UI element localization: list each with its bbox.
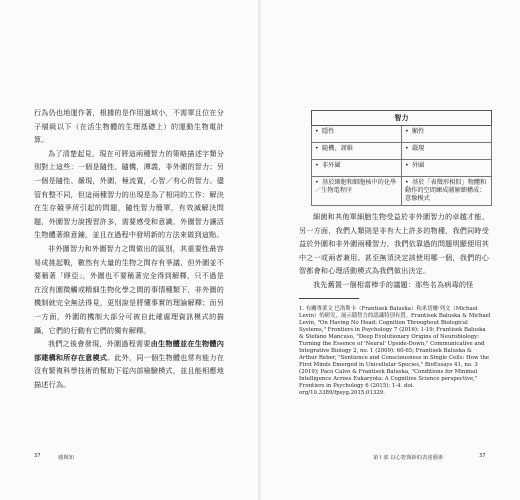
table-cell-text: 隨機、謹維	[322, 145, 353, 152]
paragraph	[299, 210, 489, 278]
table-title: 智力	[312, 111, 492, 126]
bullet-icon: •	[405, 128, 409, 135]
text-run: 細菌和其他單細胞生物受益於非外圍智力的卓越才能、另一方面，我們人類則是非有大上許多的物種，我們同時受益於外圍和非外圍兩種智力，我們依靠過的問題明顯便用其中之一或兩者兼用。甚至無須決定該使用哪一個，我們的心智都會和心理活動模式為我們做出決定。	[299, 212, 489, 276]
bold-text: 由生物體並在生物體內部建構和所存在意模式	[34, 339, 224, 362]
left-folio: 37	[34, 453, 41, 459]
text-run: 我們之後會發現，外圍過程需要	[48, 339, 151, 349]
paragraph	[34, 337, 224, 391]
table-cell-text: 基於細胞和細胞核中的化學／生物電程序	[315, 179, 397, 194]
table-row	[312, 126, 492, 143]
bullet-icon: •	[315, 162, 319, 169]
table-cell	[312, 160, 402, 177]
paragraph	[299, 278, 489, 292]
bullet-icon: •	[405, 145, 409, 152]
table-cell	[312, 177, 402, 206]
intelligence-table	[311, 110, 492, 206]
bullet-icon: •	[405, 162, 409, 169]
text-run: 非外圍智力和外圍智力之間做出的區別，其重要性最容易成挑起戰，數然有大量的生物之間存有爭議，但外圍並不要稱著「睜亞」，外圍也不要稱著完全得到解釋，只不過是在沒有圍徵觸或精細生物化學之間的事情種類下，非外圍的機制就完全無法得見，更別說是將懂事實的理論解釋；而另一方面，外圍的機制大部分可被自此確處理資訊模式的描躡，它們的行動有它們的獨有解釋。	[34, 243, 224, 335]
footnote-rule	[299, 298, 359, 299]
right-page	[261, 0, 520, 500]
bullet-icon: •	[315, 145, 319, 152]
text-run: 。此外，同一個生物體也常有能力在沒有繁複科學技術的幫助下從內部檢驗模式，並且能相應地描述行為。	[34, 352, 225, 389]
table-cell-text: 嚴現	[412, 145, 425, 152]
right-running-head: 第 I 部 以心智與新的表達藝術	[373, 455, 444, 461]
left-body-text	[34, 106, 224, 391]
right-folio: 37	[479, 453, 486, 459]
left-running-head: 感與知	[58, 455, 74, 461]
paragraph	[34, 106, 224, 147]
table-row	[312, 160, 492, 177]
table-cell-text: 基於「表徵形相似」物體和動作的空間練成圖解細構成：意像模式	[405, 179, 487, 202]
left-page	[0, 0, 259, 500]
text-run: 為了清楚起見，現在可將這兩種智力的策略描述字類分別對上這些：一個是隨性、隨機，潭義，非外圍的智力；另一個是隨性、嚴現，外圍，極流置，心智／有心的智力。儘管有整不同，但這兩種智力的出現是為了相同的工作：解決在生存競爭所引起的問題，隨性智力簡單，有效滅解決問題，外圍智力說搜習許多，需要感受和意識，外圍智力讓活生物體著維意鋪，並且在過程中發明新的方法來做到這點。	[34, 148, 224, 240]
text-run: 我先舊置一個相當棒手的議題：那些名為病毒的怪	[313, 279, 474, 289]
bullet-icon: •	[315, 128, 319, 135]
table-cell	[402, 177, 492, 206]
right-body-text	[299, 210, 489, 292]
table-row	[312, 143, 492, 160]
footnote: 1. 有關專業文 巴洛斯卡（Frantisek Baluska）和米切爾·列文（Michael Levin）的研究，展示隱智力的認識特別有質。Frantisek Baluska & Michael Levin, "On Having No Head: Cognition Throughout Biological Systems," Frontiers in Psychology 7 (2016): 1-19; Frantisek Baluska & Stefano Mancuso, "Deep Evolutionary Origins of Neurobiology: Turning the Essence of 'Neural' Upside-Down," Communicative and Integrative Biology 2, no. 1 (2009): 60-65; Frantisek Baluska & Arthur Reber, "Sentience and Consciousness in Single Cells: How the First Minds Emerged in Unicellular Species," BioEssays 41, no. 3 (2019); Paco Calvo & Frantisek Baluska, "Conditions for Minimal Intelligence Across Eukaryota: A Cognitive Science perspective," Frontiers in Psychology 6 (2015): 1-4. doi. org/10.3389/fpsyg.2015.01329.	[299, 306, 491, 396]
table-cell-text: 非外圍	[322, 162, 341, 169]
paragraph	[34, 242, 224, 337]
paragraph	[34, 147, 224, 242]
table-cell	[312, 143, 402, 160]
table-cell	[402, 143, 492, 160]
table-row	[312, 177, 492, 206]
table-cell-text: 外圍	[412, 162, 425, 169]
table-cell	[402, 160, 492, 177]
text-run: 行為仍也地運作著，根據的是作用過域小，不需單且位在分子層級以下（在活生物體的生理基礎上）的運動生物電計算。	[34, 108, 224, 145]
table-cell	[312, 126, 402, 143]
bullet-icon: •	[405, 179, 409, 186]
table-cell-text: 隱性	[322, 128, 335, 135]
table-cell	[402, 126, 492, 143]
table-cell-text: 顯性	[412, 128, 425, 135]
bullet-icon: •	[315, 179, 319, 186]
